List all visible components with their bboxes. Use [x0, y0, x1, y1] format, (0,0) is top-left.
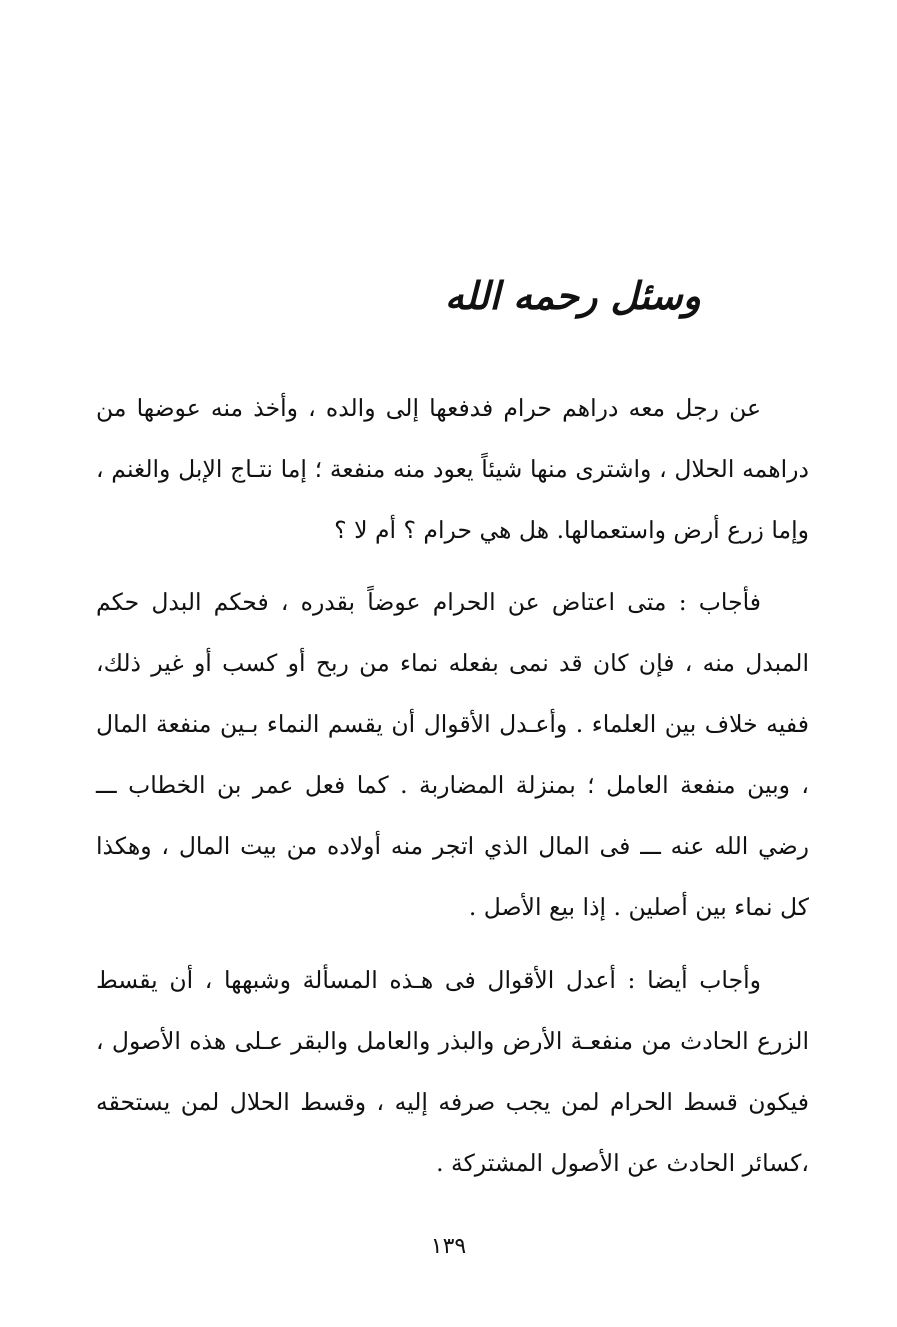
- section-heading: وسئل رحمه الله: [444, 273, 701, 318]
- question-paragraph-block: [96, 378, 809, 561]
- second-answer-paragraph: وأجاب أيضا : أعدل الأقوال فى هـذه المسألة وشبهها ، أن يقسط الزرع الحادث من منفعـة الأرض والبذر والعامل والبقر عـلى هذه الأصول ، فيكون قسط الحرام لمن يجب صرفه إليه ، وقسط الحلال لمن يستحقه ،كسائر الحادث عن الأصول المشتركة .: [96, 966, 809, 1177]
- question-paragraph: عن رجل معه دراهم حرام فدفعها إلى والده ، وأخذ منه عوضها من دراهمه الحلال ، واشترى منها شيئاً يعود منه منفعة ؛ إما نتـاج الإبل والغنم ، وإما زرع أرض واستعمالها. هل هي حرام ؟ أم لا ؟: [96, 394, 809, 544]
- second-answer-paragraph-block: [96, 950, 809, 1194]
- page-number: ١٣٩: [430, 1234, 467, 1259]
- first-answer-paragraph-block: [96, 572, 809, 938]
- first-answer-paragraph: فأجاب : متى اعتاض عن الحرام عوضاً بقدره ، فحكم البدل حكم المبدل منه ، فإن كان قد نمى بفعله نماء من ربح أو كسب أو غير ذلك، ففيه خلاف بين العلماء . وأعـدل الأقوال أن يقسم النماء بـين منفعة المال ، وبين منفعة العامل ؛ بمنزلة المضاربة . كما فعل عمر بن الخطاب ـــ رضي الله عنه ـــ فى المال الذي اتجر منه أولاده من بيت المال ، وهكذا كل نماء بين أصلين . إذا بيع الأصل .: [96, 588, 809, 921]
